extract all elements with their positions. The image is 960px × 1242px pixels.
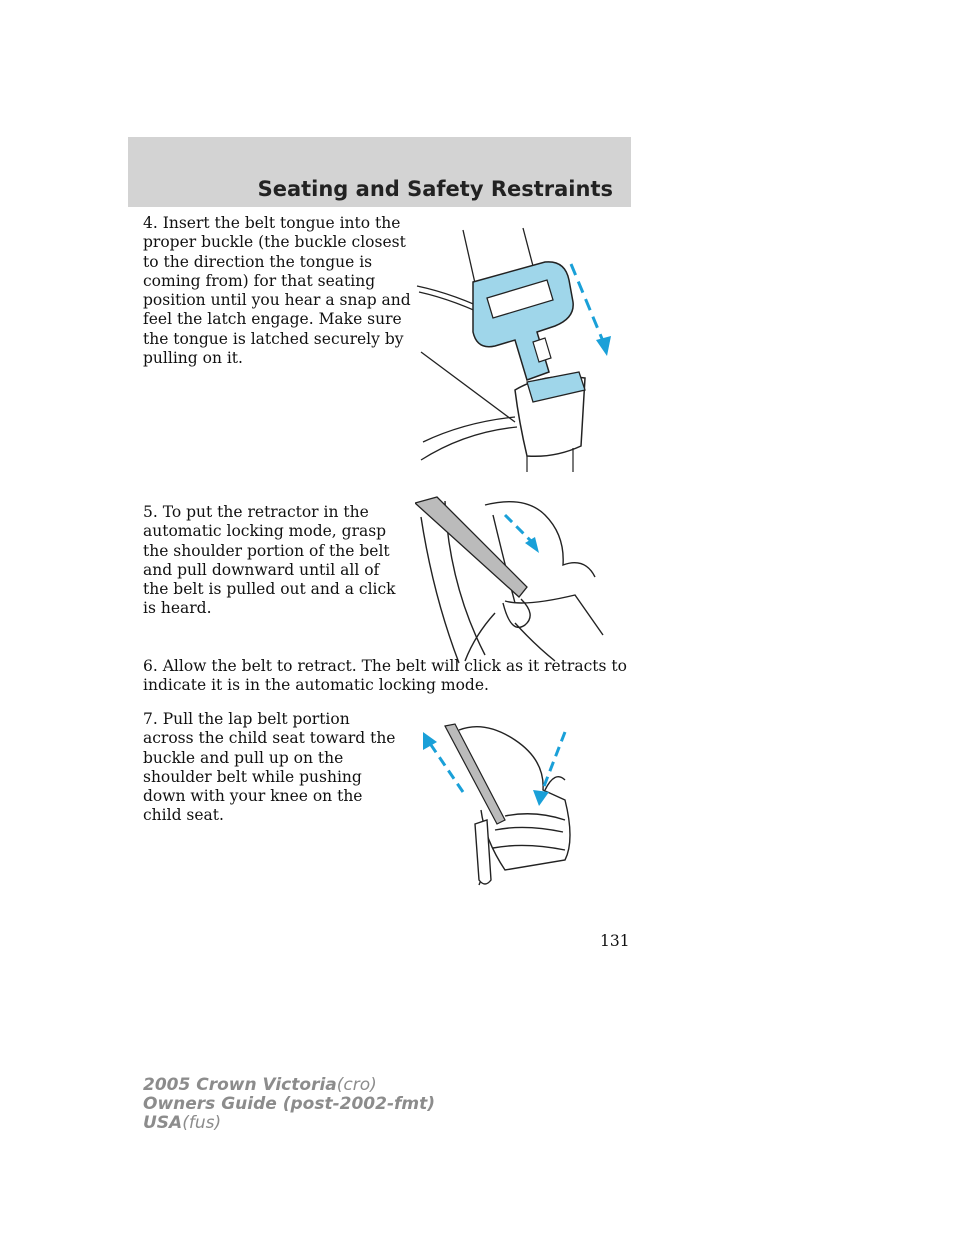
child-seat-illustration (415, 720, 590, 890)
direction-arrow-icon (571, 264, 605, 346)
step-5-text: 5. To put the retractor in the automatic locking mode, grasp the shoulder portion of the belt and pull downward until all of the belt is pulled out and a click is heard. (143, 503, 396, 618)
direction-arrow-icon (505, 515, 533, 543)
footer: 2005 Crown Victoria(cro) Owners Guide (post-2002-fmt) USA(fus) (143, 1075, 436, 1133)
retractor-illustration (415, 495, 610, 665)
page-number: 131 (600, 932, 630, 950)
header-band (128, 137, 631, 207)
direction-arrow-icon (541, 732, 565, 794)
step-6-text: 6. Allow the belt to retract. The belt will click as it retracts to indicate it is in the automatic locking mode. (143, 657, 627, 695)
step-7-text: 7. Pull the lap belt portion across the child seat toward the buckle and pull up on the shoulder belt while pushing down with your knee on the child seat. (143, 710, 396, 825)
belt-buckle-illustration (415, 222, 620, 472)
section-title: Seating and Safety Restraints (257, 177, 613, 201)
step-4-text: 4. Insert the belt tongue into the proper buckle (the buckle closest to the direction the tongue is coming from) for that seating position until you hear a snap and feel the latch engage. Make sure the tongue is latched securely by pulling on it. (143, 214, 411, 368)
